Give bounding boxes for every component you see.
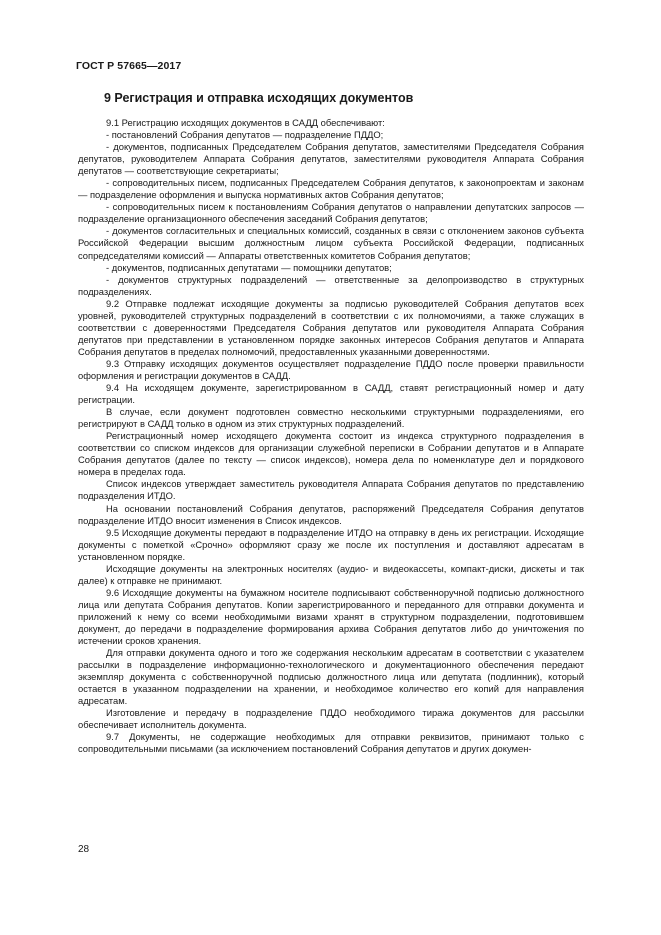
page-number: 28 xyxy=(78,844,90,855)
paragraph: - документов структурных подразделений — ответственные за делопроизводство в структурных подразделениях. xyxy=(78,273,584,297)
paragraph: Для отправки документа одного и того же содержания нескольким адресатам в соответствии с указателем рассылки в подразделение информационно-технологического и документационного обеспечения передают экземпляр документа с собственноручной подписью должностного лица или депутата (подлинник), который остается в указанном подразделении на хранении, и необходимое количество его копий для направления адресатам. xyxy=(78,647,584,707)
paragraph: 9.7 Документы, не содержащие необходимых для отправки реквизитов, принимают только с сопроводительными письмами (за исключением постановлений Собрания депутатов и других докумен- xyxy=(78,731,584,755)
document-body xyxy=(78,117,584,755)
paragraph: 9.5 Исходящие документы передают в подразделение ИТДО на отправку в день их регистрации. Исходящие документы с пометкой «Срочно» оформляют сразу же после их поступления и доставляют адресатам в установленном порядке. xyxy=(78,526,584,562)
paragraph: - постановлений Собрания депутатов — подразделение ПДДО; xyxy=(106,129,384,141)
section-title: 9 Регистрация и отправка исходящих документов xyxy=(104,91,414,105)
document-standard-code: ГОСТ Р 57665—2017 xyxy=(76,60,182,72)
paragraph: - сопроводительных писем, подписанных Председателем Собрания депутатов, к законопроектам и законам — подразделение оформления и выпуска нормативных актов Собрания депутатов; xyxy=(78,177,584,201)
paragraph: Регистрационный номер исходящего документа состоит из индекса структурного подразделения в соответствии со списком индексов для организации служебной переписки в Собрании депутатов и в Аппарате Собрания депутатов (далее по тексту — список индексов), номера дела по номенклатуре дел и порядкового номера в пределах года. xyxy=(78,430,584,478)
paragraph: 9.4 На исходящем документе, зарегистрированном в САДД, ставят регистрационный номер и дату регистрации. xyxy=(78,382,584,406)
paragraph: 9.3 Отправку исходящих документов осуществляет подразделение ПДДО после проверки правильности оформления и регистрации документов в САДД. xyxy=(78,357,584,381)
paragraph: На основании постановлений Собрания депутатов, распоряжений Председателя Собрания депутатов подразделение ИТДО вносит изменения в Список индексов. xyxy=(78,502,584,526)
paragraph: Список индексов утверждает заместитель руководителя Аппарата Собрания депутатов по представлению подразделения ИТДО. xyxy=(78,478,584,502)
paragraph: - сопроводительных писем к постановлениям Собрания депутатов о направлении депутатских запросов — подразделение организационного обеспечения заседаний Собрания депутатов; xyxy=(78,201,584,225)
paragraph: 9.6 Исходящие документы на бумажном носителе подписывают собственноручной подписью должностного лица или депутата Собрания депутатов. Копии зарегистрированного и переданного для отправки документа и приложений к нему со всеми необходимыми визами хранят в структурном подразделении, подготовившем документ, до передачи в подразделение формирования архива Собрания депутатов либо до уничтожения по истечении сроков хранения. xyxy=(78,586,584,647)
paragraph: Изготовление и передачу в подразделение ПДДО необходимого тиража документов для рассылки обеспечивает исполнитель документа. xyxy=(78,707,584,731)
paragraph: 9.2 Отправке подлежат исходящие документы за подписью руководителей Собрания депутатов всех уровней, руководителей структурных подразделений в соответствии с их полномочиями, а также служащих в соответствии с доверенностями Председателя Собрания депутатов или руководителя Аппарата Собрания депутатов при представлении в установленном порядке законных интересов Собрания депутатов и Аппарата Собрания депутатов в пределах полномочий, предоставленных указанными доверенностями. xyxy=(78,297,584,357)
paragraph: - документов, подписанных депутатами — помощники депутатов; xyxy=(106,261,392,273)
paragraph: 9.1 Регистрацию исходящих документов в САДД обеспечивают: xyxy=(106,117,385,128)
paragraph: Исходящие документы на электронных носителях (аудио- и видеокассеты, компакт-диски, дискеты и так далее) к отправке не принимают. xyxy=(78,562,584,586)
paragraph: - документов согласительных и специальных комиссий, созданных в связи с отклонением законов субъекта Российской Федерации высшим должностным лицом субъекта Российской Федерации, подписанных сопредседателями комиссий — Аппараты ответственных комитетов Собрания депутатов; xyxy=(78,225,584,261)
paragraph: - документов, подписанных Председателем Собрания депутатов, заместителями Председателя Собрания депутатов, руководителем Аппарата Собрания депутатов, заместителями руководителя Аппарата Собрания депутатов — соответствующие секретариаты; xyxy=(78,141,584,177)
paragraph: В случае, если документ подготовлен совместно несколькими структурными подразделениями, его регистрируют в САДД только в одном из этих структурных подразделений. xyxy=(78,406,584,430)
